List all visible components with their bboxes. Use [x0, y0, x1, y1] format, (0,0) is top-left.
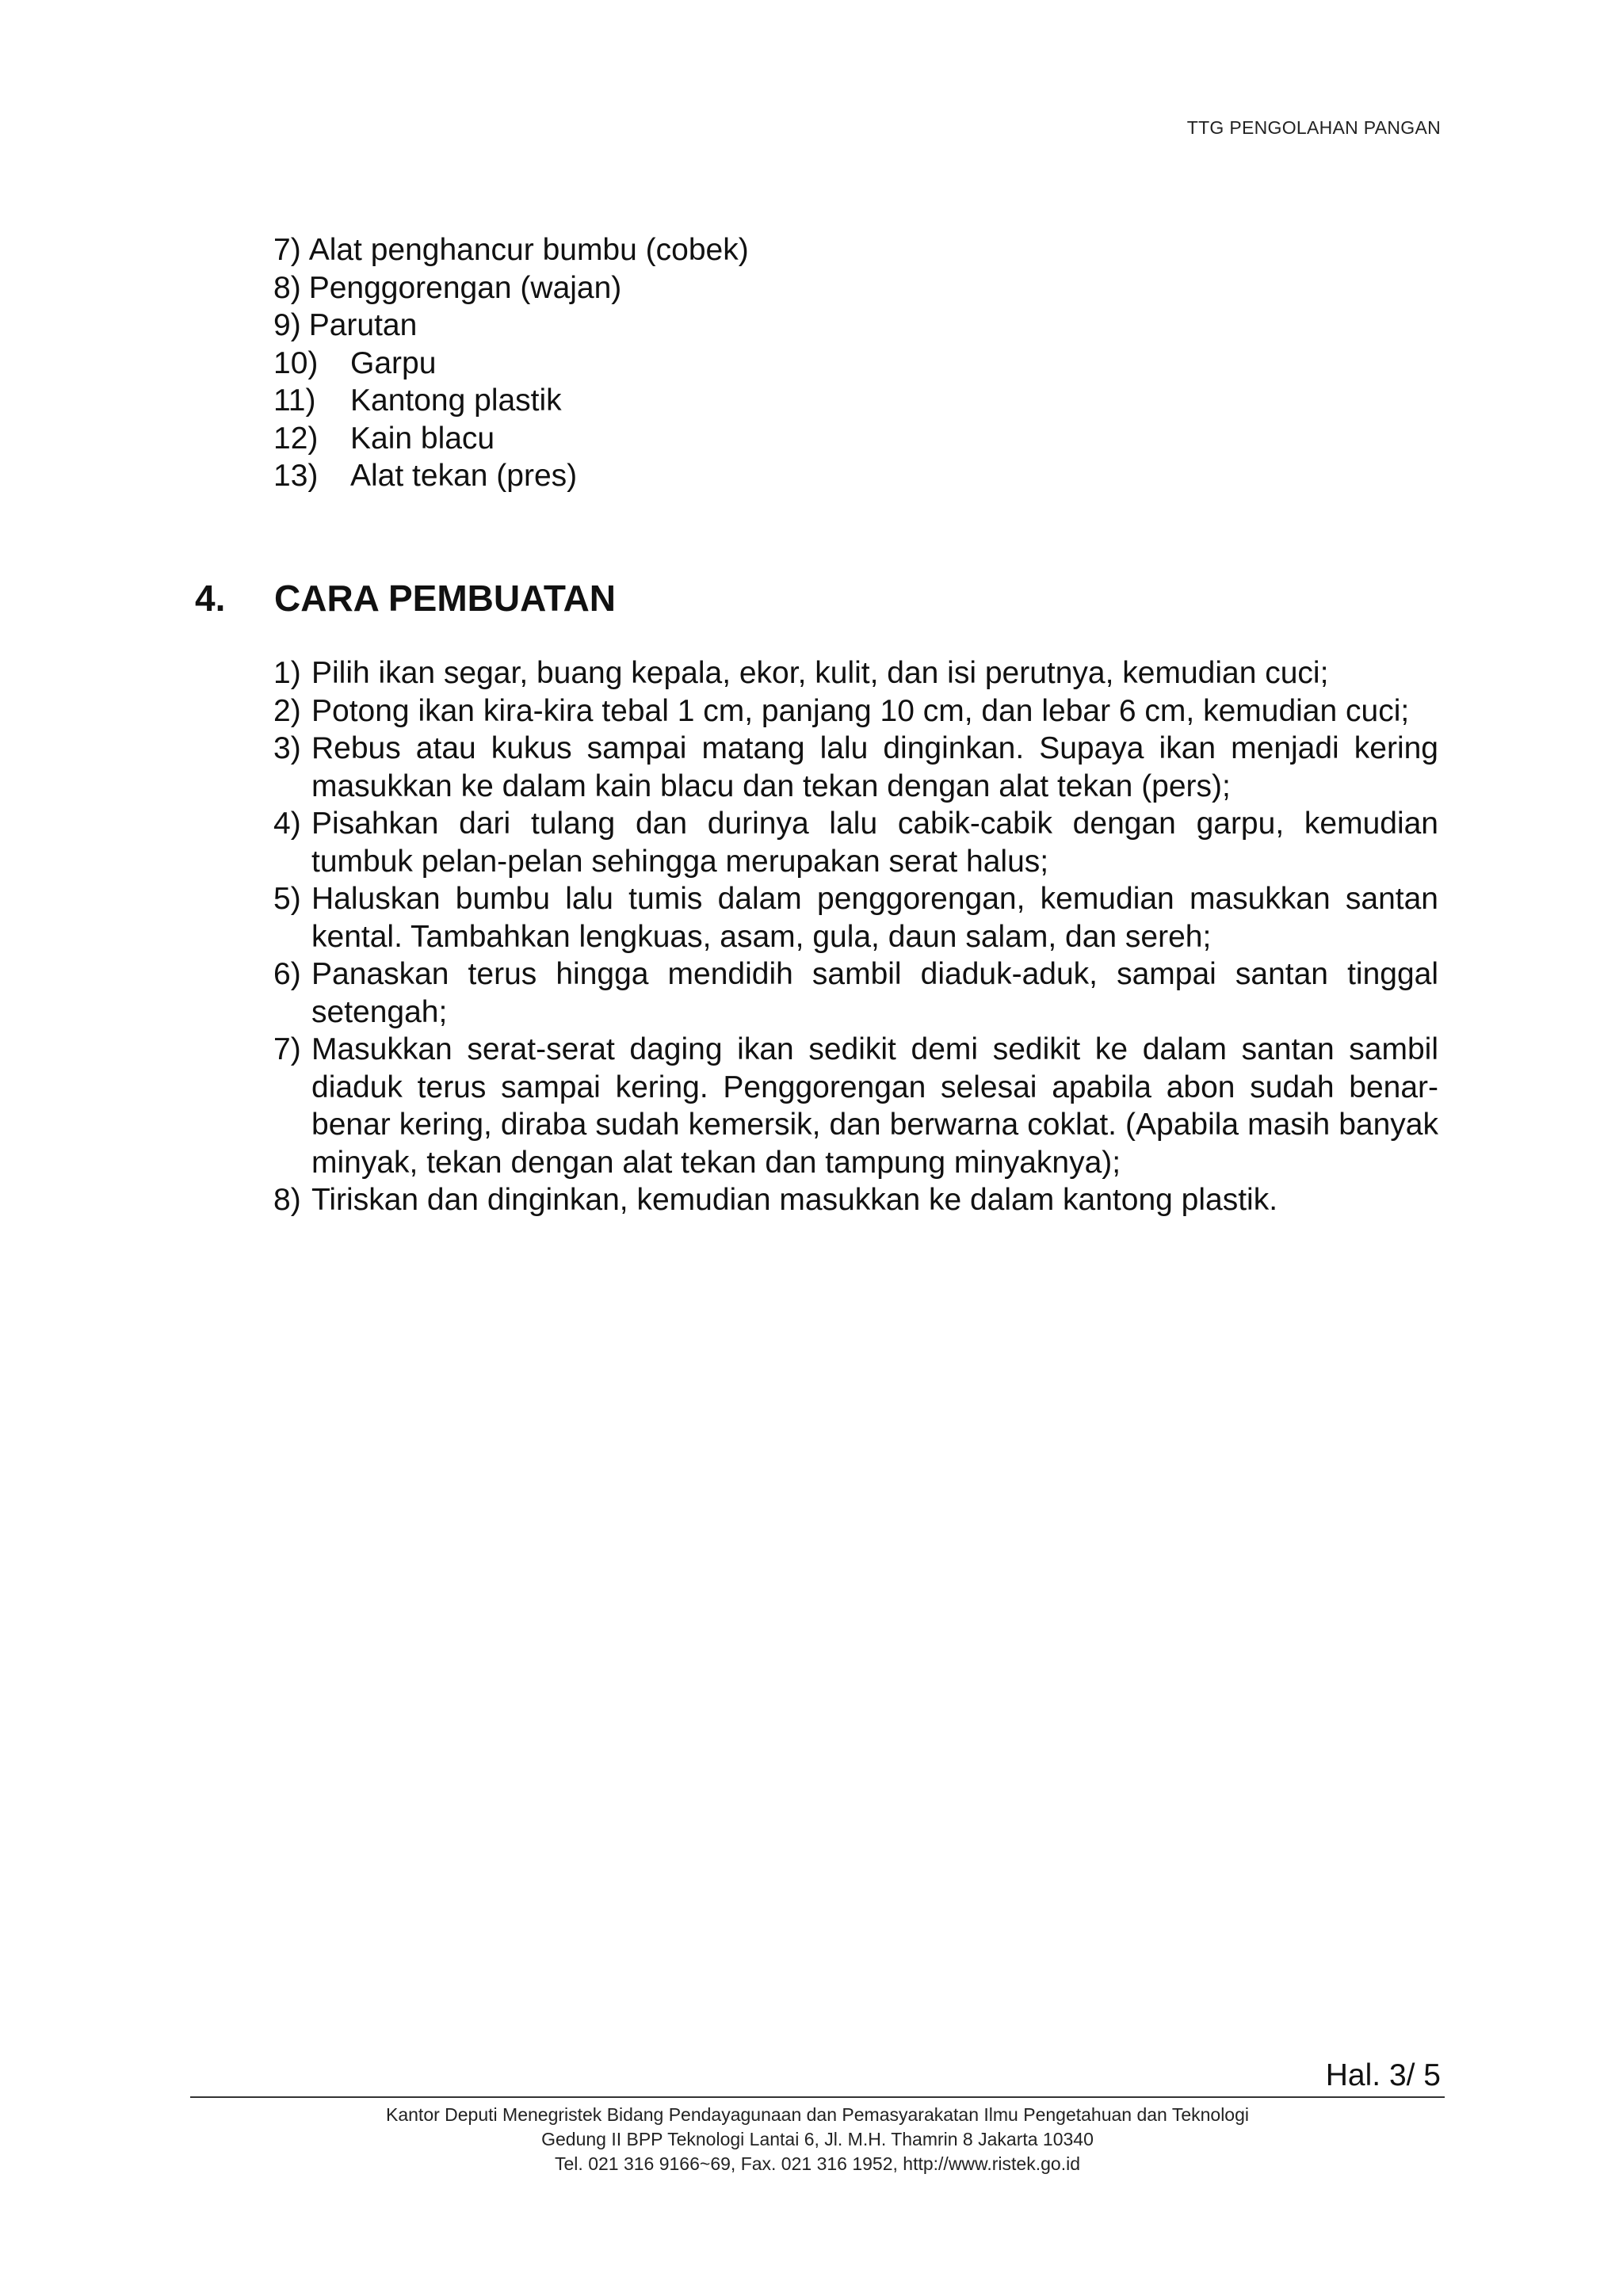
list-item-number: 7): [273, 233, 301, 267]
list-item-text: Kantong plastik: [350, 383, 562, 418]
list-item: [273, 345, 1446, 383]
steps-list: [273, 654, 1438, 1219]
section-number: 4.: [195, 578, 226, 619]
step-number: 6): [273, 957, 301, 991]
step-number: 5): [273, 882, 301, 916]
step-item: [273, 1181, 1438, 1219]
step-text: Pilih ikan segar, buang kepala, ekor, kulit, dan isi perutnya, kemudian cuci;: [311, 656, 1329, 690]
step-text: Haluskan bumbu lalu tumis dalam penggorengan, kemudian masukkan santan kental. Tambahkan lengkuas, asam, gula, daun salam, dan sereh;: [311, 882, 1438, 954]
footer-divider: [190, 2096, 1445, 2098]
list-item: [273, 307, 1446, 345]
footer-line-contact: Tel. 021 316 9166~69, Fax. 021 316 1952, http://www.ristek.go.id: [555, 2153, 1080, 2174]
list-item-text: Penggorengan (wajan): [308, 270, 622, 305]
step-item: [273, 805, 1438, 880]
list-item-number: 13): [273, 459, 319, 493]
list-item-number: 10): [273, 345, 319, 380]
step-text: Potong ikan kira-kira tebal 1 cm, panjang 10 cm, dan lebar 6 cm, kemudian cuci;: [311, 693, 1410, 728]
step-text: Pisahkan dari tulang dan durinya lalu cabik-cabik dengan garpu, kemudian tumbuk pelan-pelan sehingga merupakan serat halus;: [311, 807, 1438, 879]
list-item-text: Alat penghancur bumbu (cobek): [308, 233, 749, 267]
list-item-text: Kain blacu: [350, 421, 495, 456]
step-item: [273, 654, 1438, 692]
section-title: CARA PEMBUATAN: [274, 578, 617, 619]
footer-line-office: Kantor Deputi Menegristek Bidang Pendayagunaan dan Pemasyarakatan Ilmu Pengetahuan dan Teknologi: [386, 2104, 1249, 2125]
equipment-list: [273, 231, 1446, 495]
list-item: [273, 269, 1446, 307]
list-item: [273, 382, 1446, 420]
step-number: 3): [273, 731, 301, 765]
section-heading: [195, 577, 616, 620]
list-item: [273, 231, 1446, 269]
list-item-text: Alat tekan (pres): [350, 459, 578, 493]
footer-line-building: Gedung II BPP Teknologi Lantai 6, Jl. M.H. Thamrin 8 Jakarta 10340: [541, 2129, 1094, 2149]
step-item: [273, 880, 1438, 955]
list-item-text: Parutan: [308, 308, 418, 342]
footer-address: [190, 2103, 1445, 2176]
step-number: 4): [273, 807, 301, 841]
list-item-number: 8): [273, 270, 301, 305]
list-item-number: 9): [273, 308, 301, 342]
list-item-text: Garpu: [350, 345, 437, 380]
running-header: TTG PENGOLAHAN PANGAN: [1186, 117, 1441, 138]
step-item: [273, 692, 1438, 730]
list-item-number: 11): [273, 383, 316, 418]
list-item-number: 12): [273, 421, 319, 456]
step-text: Rebus atau kukus sampai matang lalu dinginkan. Supaya ikan menjadi kering masukkan ke dalam kain blacu dan tekan dengan alat tekan (pers);: [311, 731, 1438, 803]
step-text: Panaskan terus hingga mendidih sambil diaduk-aduk, sampai santan tinggal setengah;: [311, 957, 1438, 1029]
step-item: [273, 1031, 1438, 1181]
step-text: Masukkan serat-serat daging ikan sedikit demi sedikit ke dalam santan sambil diaduk terus sampai kering. Penggorengan selesai apabila abon sudah benar-benar kering, diraba sudah kemersik, dan berwarna coklat. (Apabila masih banyak minyak, tekan dengan alat tekan dan tampung minyaknya);: [311, 1032, 1438, 1180]
step-item: [273, 730, 1438, 805]
page-number: Hal. 3/ 5: [1325, 2058, 1441, 2092]
step-number: 1): [273, 656, 301, 690]
step-number: 2): [273, 693, 301, 728]
list-item: [273, 420, 1446, 458]
step-text: Tiriskan dan dinginkan, kemudian masukkan ke dalam kantong plastik.: [311, 1183, 1278, 1217]
step-number: 8): [273, 1183, 301, 1217]
step-item: [273, 955, 1438, 1031]
step-number: 7): [273, 1032, 301, 1066]
list-item: [273, 457, 1446, 495]
